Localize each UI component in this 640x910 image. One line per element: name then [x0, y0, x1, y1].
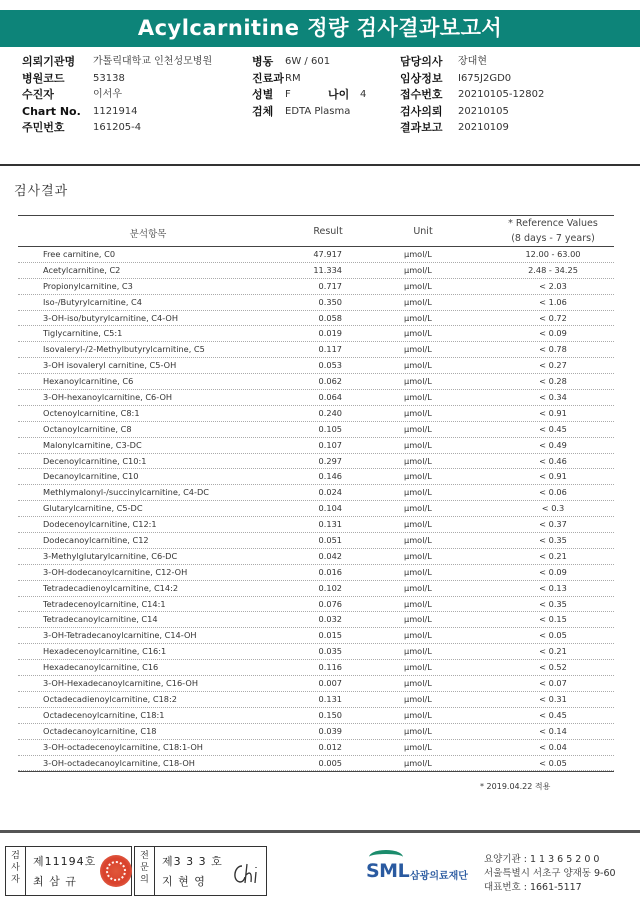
result-value: 0.058 — [318, 312, 342, 323]
table-row — [18, 724, 614, 740]
unit-value: μmol/L — [404, 535, 432, 546]
result-value: 0.012 — [318, 741, 342, 752]
header-divider — [0, 164, 640, 166]
reference-value: < 0.27 — [539, 360, 567, 371]
seal-stamp-icon — [100, 855, 132, 887]
unit-value: μmol/L — [404, 280, 432, 291]
analyte-name: 3-OH-octadecenoylcarnitine, C18:1-OH — [43, 741, 203, 752]
table-row — [18, 517, 614, 533]
reference-value: < 0.15 — [539, 614, 567, 625]
result-value: 47.917 — [313, 249, 342, 259]
reference-value: < 0.09 — [539, 566, 567, 577]
result-value: 0.051 — [318, 535, 342, 546]
table-row — [18, 676, 614, 692]
analyte-name: Acetylcarnitine, C2 — [43, 264, 121, 275]
table-row — [18, 740, 614, 756]
request-value: 20210105 — [458, 105, 509, 117]
reference-value: < 0.07 — [539, 678, 567, 689]
unit-value: μmol/L — [404, 471, 432, 482]
result-value: 0.297 — [318, 455, 342, 466]
analyte-name: Octadecenoylcarnitine, C18:1 — [43, 709, 165, 720]
header-ref-line2: (8 days - 7 years) — [511, 233, 595, 244]
unit-value: μmol/L — [404, 344, 432, 355]
unit-value: μmol/L — [404, 662, 432, 673]
result-value: 0.102 — [318, 582, 342, 593]
analyte-name: Decanoylcarnitine, C10 — [43, 471, 139, 482]
result-value: 0.104 — [318, 503, 342, 514]
org-phone: 대표번호 : 1661-5117 — [484, 882, 582, 893]
table-row — [18, 644, 614, 660]
analyte-name: Malonylcarnitine, C3-DC — [43, 439, 142, 450]
analyte-name: Tetradecenoylcarnitine, C14:1 — [43, 598, 166, 609]
table-row — [18, 565, 614, 581]
reference-value: < 0.05 — [539, 757, 567, 768]
tester-signature-box — [5, 846, 132, 896]
unit-value: μmol/L — [404, 455, 432, 466]
info-row-3 — [22, 87, 632, 104]
info-row-4 — [22, 104, 632, 121]
unit-value: μmol/L — [404, 249, 432, 259]
reference-value: < 0.37 — [539, 519, 567, 530]
table-row — [18, 279, 614, 295]
result-value: 0.107 — [318, 439, 342, 450]
tester-name: 최 삼 규 — [33, 875, 77, 888]
doctor-label: 담당의사 — [400, 55, 443, 68]
hospital-code-label: 병원코드 — [22, 71, 65, 85]
result-value: 0.016 — [318, 566, 342, 577]
header-unit: Unit — [413, 226, 433, 237]
analyte-name: Free carnitine, C0 — [43, 249, 116, 259]
tester-side-label — [6, 847, 26, 895]
result-value: 0.007 — [318, 678, 342, 689]
analyte-name: Octanoylcarnitine, C8 — [43, 423, 132, 434]
reference-value: < 0.45 — [539, 709, 567, 720]
unit-value: μmol/L — [404, 439, 432, 450]
specimen-value: EDTA Plasma — [285, 105, 351, 117]
result-value: 0.064 — [318, 392, 342, 403]
ward-value: 6W / 601 — [285, 56, 331, 67]
unit-value: μmol/L — [404, 312, 432, 323]
table-row — [18, 390, 614, 406]
reception-value: 20210105-12802 — [458, 89, 545, 100]
reference-value: < 0.13 — [539, 582, 567, 593]
table-row — [18, 533, 614, 549]
reference-value: < 0.3 — [541, 503, 565, 514]
result-value: 0.024 — [318, 487, 342, 498]
table-row — [18, 628, 614, 644]
reference-value: < 0.45 — [539, 423, 567, 434]
result-value: 0.015 — [318, 630, 342, 641]
result-value: 0.076 — [318, 598, 342, 609]
reviewer-signature-box — [134, 846, 267, 896]
age-value: 4 — [360, 89, 367, 100]
result-value: 11.334 — [313, 264, 342, 275]
age-label: 나이 — [328, 88, 350, 101]
unit-value: μmol/L — [404, 566, 432, 577]
reference-value: < 0.49 — [539, 439, 567, 450]
reference-value: < 0.05 — [539, 630, 567, 641]
table-row — [18, 247, 614, 263]
result-value: 0.019 — [318, 328, 342, 339]
reference-value: < 0.72 — [539, 312, 567, 323]
info-row-2 — [22, 71, 632, 88]
analyte-name: Hexadecenoylcarnitine, C16:1 — [43, 646, 167, 657]
result-value: 0.117 — [318, 344, 342, 355]
patient-info — [22, 54, 632, 137]
table-row — [18, 501, 614, 517]
unit-value: μmol/L — [404, 328, 432, 339]
request-label: 검사의뢰 — [400, 104, 443, 118]
table-row — [18, 485, 614, 501]
result-value: 0.131 — [318, 519, 342, 530]
table-row — [18, 469, 614, 485]
unit-value: μmol/L — [404, 407, 432, 418]
org-address: 서울특별시 서초구 양재동 9-60 — [484, 868, 616, 879]
reference-value: < 0.91 — [539, 407, 567, 418]
unit-value: μmol/L — [404, 296, 432, 307]
org-reg: 요양기관 : 1 1 3 6 5 2 0 0 — [484, 854, 600, 865]
reference-value: < 0.91 — [539, 471, 567, 482]
table-row — [18, 708, 614, 724]
result-value: 0.131 — [318, 693, 342, 704]
result-value: 0.717 — [318, 280, 342, 291]
unit-value: μmol/L — [404, 503, 432, 514]
table-row — [18, 756, 614, 772]
analyte-name: Decenoylcarnitine, C10:1 — [43, 455, 147, 466]
logo-text: SML — [366, 860, 410, 882]
analyte-name: 3-Methylglutarylcarnitine, C6-DC — [43, 550, 178, 561]
analyte-name: Methlymalonyl-/succinylcarnitine, C4-DC — [43, 487, 209, 498]
hospital-code-value: 53138 — [93, 72, 125, 84]
analyte-name: Dodecanoylcarnitine, C12 — [43, 535, 149, 546]
patient-label: 수진자 — [22, 88, 54, 101]
result-value: 0.035 — [318, 646, 342, 657]
tester-side-text: 검사자 — [11, 851, 20, 885]
result-value: 0.032 — [318, 614, 342, 625]
analyte-name: Dodecenoylcarnitine, C12:1 — [43, 519, 157, 530]
table-row — [18, 406, 614, 422]
analyte-name: Octadecanoylcarnitine, C18 — [43, 725, 157, 736]
reviewer-license: 제3 3 3 호 — [162, 855, 223, 868]
table-row — [18, 612, 614, 628]
reference-value: < 0.28 — [539, 376, 567, 387]
table-row — [18, 422, 614, 438]
patient-name: 이서우 — [93, 89, 122, 100]
header-item: 분석항목 — [129, 229, 167, 240]
results-body — [18, 247, 614, 771]
id-value: 161205-4 — [93, 122, 142, 133]
analyte-name: 3-OH-octadecanoylcarnitine, C18-OH — [43, 757, 195, 768]
analyte-name: 3-OH-iso/butyrylcarnitine, C4-OH — [43, 312, 179, 323]
result-value: 0.039 — [318, 725, 342, 736]
result-value: 0.146 — [318, 471, 342, 482]
report-title: Acylcarnitine 정량 검사결과보고서 — [0, 10, 640, 47]
unit-value: μmol/L — [404, 360, 432, 371]
reference-value: < 0.06 — [539, 487, 567, 498]
section-title: 검사결과 — [14, 184, 69, 199]
specimen-label: 검체 — [252, 104, 274, 118]
chart-value: 1121914 — [93, 105, 138, 117]
reference-value: < 0.52 — [539, 662, 567, 673]
analyte-name: Hexadecanoylcarnitine, C16 — [43, 662, 159, 673]
table-row — [18, 311, 614, 327]
unit-value: μmol/L — [404, 519, 432, 530]
reference-value: < 0.31 — [539, 693, 567, 704]
result-value: 0.105 — [318, 423, 342, 434]
unit-value: μmol/L — [404, 757, 432, 768]
dept-value: RM — [285, 72, 301, 84]
analyte-name: Tetradecadienoylcarnitine, C14:2 — [43, 582, 179, 593]
table-row — [18, 295, 614, 311]
unit-value: μmol/L — [404, 725, 432, 736]
info-row-1 — [22, 54, 632, 71]
reviewer-side-label — [135, 847, 155, 895]
header-ref-line1: * Reference Values — [508, 218, 598, 229]
analyte-name: Octenoylcarnitine, C8:1 — [43, 407, 140, 418]
footer-divider — [0, 830, 640, 833]
reference-value: < 1.06 — [539, 296, 567, 307]
analyte-name: Propionylcarnitine, C3 — [43, 280, 133, 291]
analyte-name: Tiglycarnitine, C5:1 — [43, 328, 123, 339]
reference-value: < 0.14 — [539, 725, 567, 736]
handwritten-signature-icon — [230, 861, 264, 887]
result-value: 0.042 — [318, 550, 342, 561]
result-value: 0.005 — [318, 757, 342, 768]
analyte-name: 3-OH-Hexadecanoylcarnitine, C16-OH — [43, 678, 198, 689]
clinical-label: 임상정보 — [400, 71, 443, 85]
unit-value: μmol/L — [404, 264, 432, 275]
chart-label: Chart No. — [22, 104, 81, 118]
result-value: 0.053 — [318, 360, 342, 371]
analyte-name: Isovaleryl-/2-Methylbutyrylcarnitine, C5 — [43, 344, 205, 355]
result-value: 0.116 — [318, 662, 342, 673]
unit-value: μmol/L — [404, 376, 432, 387]
reference-value: < 0.34 — [539, 392, 567, 403]
institution-label: 의뢰기관명 — [22, 55, 76, 68]
table-row — [18, 454, 614, 470]
analyte-name: 3-OH-hexanoylcarnitine, C6-OH — [43, 392, 173, 403]
reference-value: 2.48 - 34.25 — [528, 264, 578, 275]
dept-label: 진료과 — [252, 71, 284, 85]
id-label: 주민번호 — [22, 121, 65, 134]
tester-license: 제11194호 — [33, 855, 97, 868]
reference-value: < 0.35 — [539, 598, 567, 609]
sex-value: F — [285, 89, 291, 100]
reference-value: < 0.78 — [539, 344, 567, 355]
sex-label: 성별 — [252, 88, 274, 101]
reference-footnote: * 2019.04.22 적용 — [480, 782, 551, 791]
table-row — [18, 692, 614, 708]
unit-value: μmol/L — [404, 423, 432, 434]
unit-value: μmol/L — [404, 598, 432, 609]
reference-value: < 0.21 — [539, 550, 567, 561]
analyte-name: 3-OH-Tetradecanoylcarnitine, C14-OH — [43, 630, 197, 641]
reviewer-name: 지 현 영 — [162, 875, 206, 888]
report-label: 결과보고 — [400, 121, 443, 134]
results-bottom-rule — [18, 771, 614, 772]
unit-value: μmol/L — [404, 630, 432, 641]
analyte-name: Hexanoylcarnitine, C6 — [43, 376, 134, 387]
unit-value: μmol/L — [404, 487, 432, 498]
header-result: Result — [313, 226, 343, 237]
result-value: 0.150 — [318, 709, 342, 720]
results-table — [18, 215, 614, 772]
reference-value: < 0.35 — [539, 535, 567, 546]
table-row — [18, 263, 614, 279]
clinical-value: I675J2GD0 — [458, 72, 512, 84]
unit-value: μmol/L — [404, 709, 432, 720]
reference-value: < 0.21 — [539, 646, 567, 657]
ward-label: 병동 — [252, 55, 274, 68]
table-row — [18, 549, 614, 565]
report-value: 20210109 — [458, 122, 509, 133]
table-row — [18, 374, 614, 390]
doctor-value: 장대현 — [458, 56, 487, 67]
analyte-name: Iso-/Butyrylcarnitine, C4 — [43, 296, 142, 307]
logo-org-name: 삼광의료재단 — [410, 871, 468, 882]
unit-value: μmol/L — [404, 392, 432, 403]
analyte-name: Octadecadienoylcarnitine, C18:2 — [43, 693, 177, 704]
table-row — [18, 438, 614, 454]
reference-value: < 0.09 — [539, 328, 567, 339]
org-info — [484, 853, 616, 895]
reference-value: 12.00 - 63.00 — [525, 249, 581, 259]
unit-value: μmol/L — [404, 741, 432, 752]
institution-value: 가톨릭대학교 인천성모병원 — [93, 56, 213, 67]
results-header — [18, 215, 614, 247]
result-value: 0.240 — [318, 407, 342, 418]
analyte-name: Tetradecanoylcarnitine, C14 — [43, 614, 158, 625]
unit-value: μmol/L — [404, 582, 432, 593]
info-row-5 — [22, 120, 632, 137]
table-row — [18, 342, 614, 358]
reception-label: 접수번호 — [400, 88, 443, 101]
unit-value: μmol/L — [404, 614, 432, 625]
reference-value: < 0.46 — [539, 455, 567, 466]
unit-value: μmol/L — [404, 550, 432, 561]
analyte-name: 3-OH-dodecanoylcarnitine, C12-OH — [43, 566, 188, 577]
analyte-name: Glutarylcarnitine, C5-DC — [43, 503, 143, 514]
analyte-name: 3-OH isovaleryl carnitine, C5-OH — [43, 360, 177, 371]
result-value: 0.350 — [318, 296, 342, 307]
table-row — [18, 326, 614, 342]
reference-value: < 2.03 — [539, 280, 567, 291]
reference-value: < 0.04 — [539, 741, 567, 752]
unit-value: μmol/L — [404, 693, 432, 704]
table-row — [18, 597, 614, 613]
reviewer-side-text: 전문의 — [140, 851, 149, 885]
table-row — [18, 358, 614, 374]
result-value: 0.062 — [318, 376, 342, 387]
table-row — [18, 581, 614, 597]
unit-value: μmol/L — [404, 678, 432, 689]
table-row — [18, 660, 614, 676]
unit-value: μmol/L — [404, 646, 432, 657]
